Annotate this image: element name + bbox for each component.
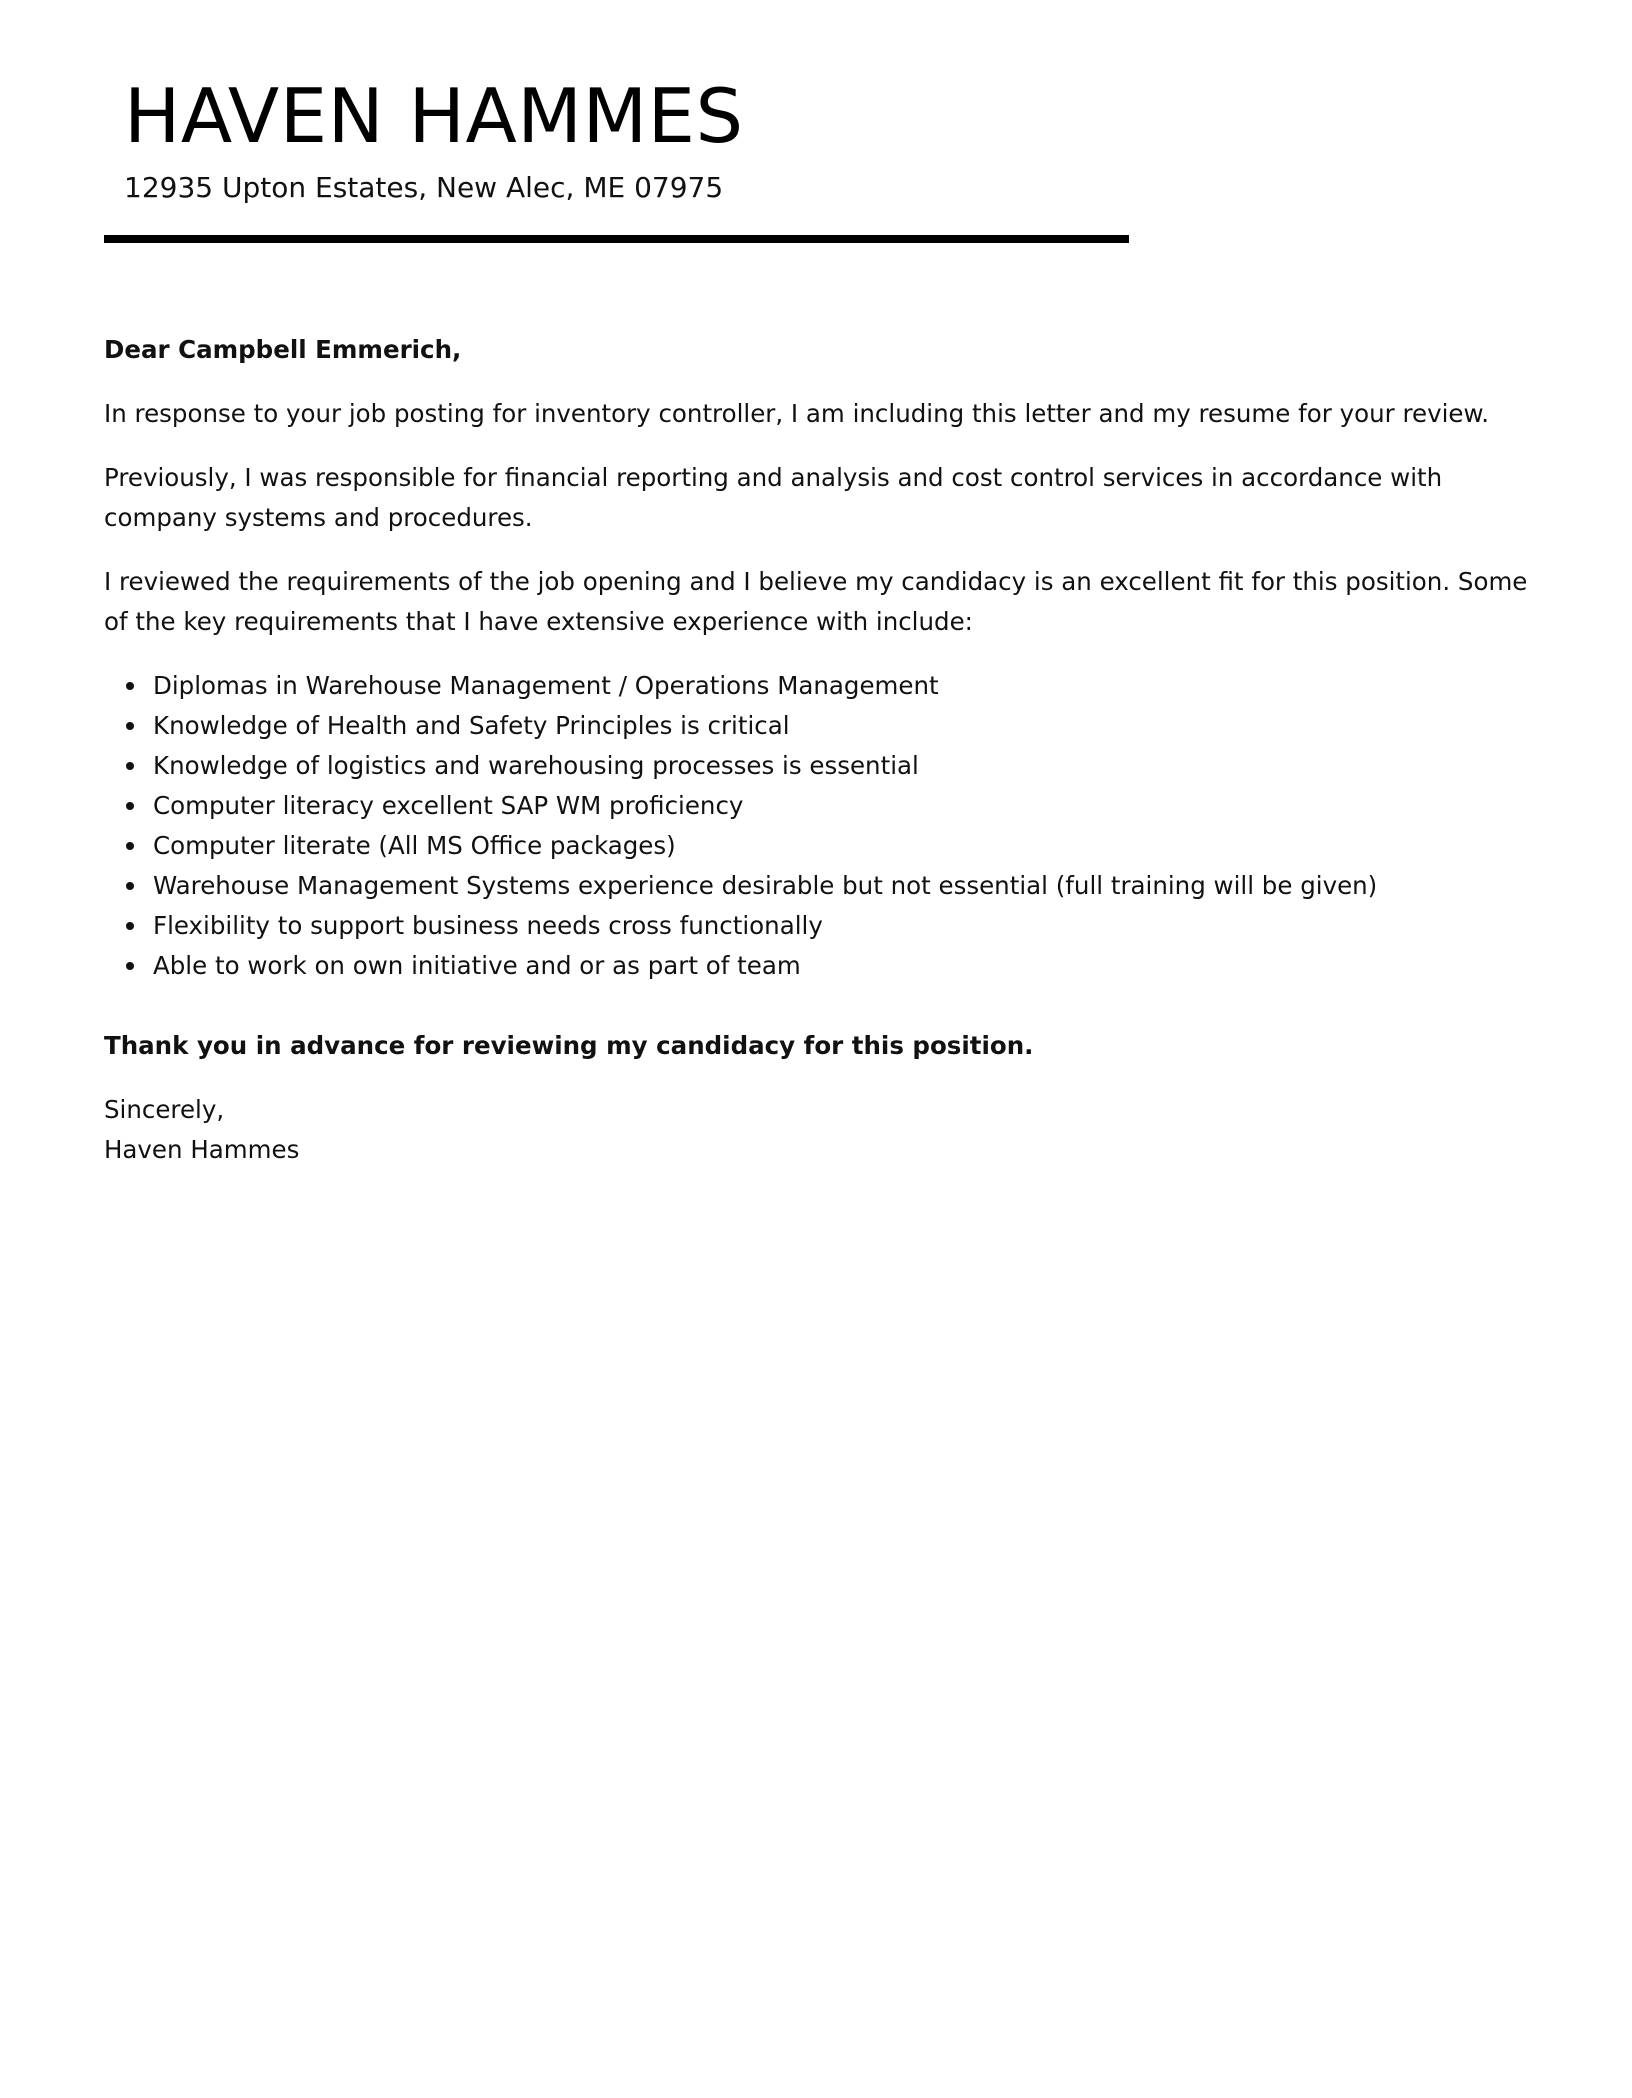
list-item-text: Diplomas in Warehouse Management / Operations Management: [153, 671, 939, 700]
list-item-text: Flexibility to support business needs cross functionally: [153, 911, 823, 940]
header-divider: [104, 235, 1129, 243]
bullet-icon: [126, 922, 134, 930]
applicant-address: 12935 Upton Estates, New Alec, ME 07975: [124, 171, 724, 204]
salutation: Dear Campbell Emmerich,: [104, 335, 462, 364]
list-item-text: Warehouse Management Systems experience desirable but not essential (full training will be given): [153, 871, 1378, 900]
list-item: [104, 746, 1544, 786]
closing-line: Thank you in advance for reviewing my candidacy for this position.: [104, 1031, 1034, 1060]
paragraph-intro: In response to your job posting for inventory controller, I am including this letter and my resume for your review.: [104, 399, 1490, 428]
list-item: [104, 906, 1544, 946]
signoff: Sincerely,: [104, 1095, 225, 1124]
letter-body: [104, 330, 1544, 1170]
list-item: [104, 666, 1544, 706]
bullet-icon: [126, 882, 134, 890]
list-item: [104, 946, 1544, 986]
bullet-icon: [126, 722, 134, 730]
bullet-icon: [126, 762, 134, 770]
requirements-list: [104, 666, 1544, 986]
bullet-icon: [126, 842, 134, 850]
list-item: [104, 866, 1544, 906]
list-item: [104, 706, 1544, 746]
list-item-text: Able to work on own initiative and or as part of team: [153, 951, 801, 980]
list-item: [104, 786, 1544, 826]
bullet-icon: [126, 682, 134, 690]
paragraph-experience: Previously, I was responsible for financial reporting and analysis and cost control services in accordance with company systems and procedures.: [104, 463, 1443, 532]
paragraph-requirements: I reviewed the requirements of the job opening and I believe my candidacy is an excellent fit for this position. Some of the key requirements that I have extensive experience with include:: [104, 567, 1528, 636]
list-item-text: Knowledge of logistics and warehousing processes is essential: [153, 751, 919, 780]
applicant-name: HAVEN HAMMES: [124, 72, 744, 160]
list-item-text: Computer literacy excellent SAP WM proficiency: [153, 791, 744, 820]
list-item: [104, 826, 1544, 866]
bullet-icon: [126, 802, 134, 810]
bullet-icon: [126, 962, 134, 970]
list-item-text: Computer literate (All MS Office packages): [153, 831, 676, 860]
letter-header: [104, 70, 1129, 243]
signature-name: Haven Hammes: [104, 1135, 300, 1164]
list-item-text: Knowledge of Health and Safety Principles is critical: [153, 711, 790, 740]
